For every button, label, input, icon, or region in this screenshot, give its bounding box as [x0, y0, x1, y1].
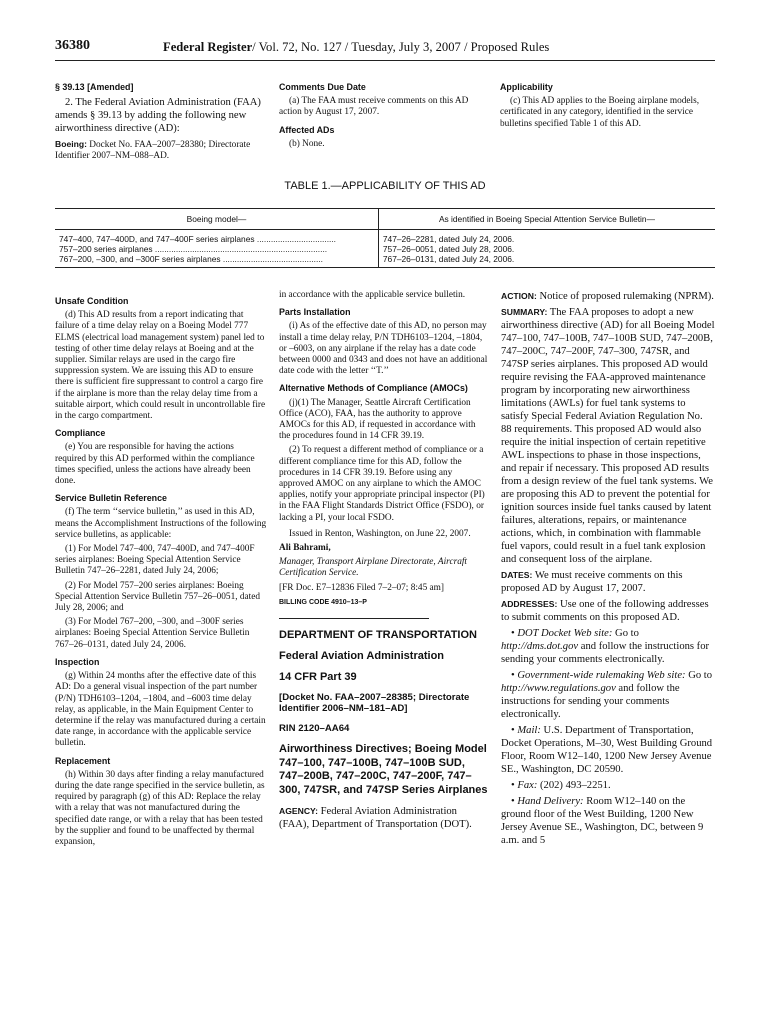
bullet-label: DOT Docket Web site: [517, 628, 613, 639]
compliance-text: (e) You are responsible for having the actions required by this AD performed within the compliance times specified, unless the actions have already been done. [55, 442, 255, 487]
rin-heading: RIN 2120–AA64 [279, 723, 350, 735]
cfr-heading: 14 CFR Part 39 [279, 671, 357, 684]
top-column-2 [279, 76, 479, 153]
docket-link[interactable]: http://dms.dot.gov [501, 641, 579, 652]
address-bullet: • Fax: (202) 493–2251. [511, 780, 611, 791]
bullet-text: Room W12–140 on the ground floor of the West Building, 1200 New Jersey Avenue SE., Washington, DC, between 9 a.m. and 5 [501, 796, 704, 846]
summary-label: SUMMARY: [501, 307, 548, 317]
top-column-3 [500, 76, 710, 133]
service-bulletin-item: (1) For Model 747–400, 747–400D, and 747–400F series airplanes: Boeing Special Attention Service Bulletin 747–26–2281, dated July 24, 2006; [55, 544, 255, 577]
address-bullet: • Government-wide rulemaking Web site: Go to http://www.regulations.gov and follow the instructions for sending your comments electronically. [501, 670, 713, 720]
compliance-heading: Compliance [55, 428, 106, 439]
docket-heading: [Docket No. FAA–2007–28385; Directorate Identifier 2006–NM–181–AD] [279, 692, 470, 715]
table-cell-model: 757–200 series airplanes .......................................................................... [55, 244, 378, 254]
comments-heading: Comments Due Date [279, 82, 366, 92]
header-title [163, 40, 549, 55]
bullet-label: Mail: [517, 725, 541, 736]
service-bulletin-item: (3) For Model 767–200, –300, and –300F series airplanes: Boeing Special Attention Service Bulletin 767–26–0131, dated July 24, 2006. [55, 617, 250, 650]
dates-label: DATES: [501, 570, 533, 580]
action-line [501, 290, 715, 303]
fr-doc: [FR Doc. E7–12836 Filed 7–2–07; 8:45 am] [279, 582, 445, 593]
addresses-line [501, 598, 715, 624]
table-title: TABLE 1.—APPLICABILITY OF THIS AD [284, 180, 486, 192]
replacement-continued: in accordance with the applicable service bulletin. [279, 290, 466, 300]
rule-title: Airworthiness Directives; Boeing Model 747–100, 747–100B, 747–100B SUD, 747–200B, 747–200C, 747–200F, 747–300, 747SR, and 747SP Series Airplanes [279, 743, 488, 796]
bullet-label: Government-wide rulemaking Web site: [517, 670, 686, 681]
action-text: Notice of proposed rulemaking (NPRM). [536, 291, 714, 302]
issue-info: / Vol. 72, No. 127 / Tuesday, July 3, 2007 / Proposed Rules [252, 40, 550, 54]
amend-heading: § 39.13 [Amended] [55, 82, 134, 92]
dates-text: We must receive comments on this proposed AD by August 17, 2007. [501, 570, 683, 594]
addresses-text: Use one of the following addresses to submit comments on this proposed AD. [501, 599, 709, 623]
amend-text: 2. The Federal Aviation Administration (FAA) amends § 39.13 by adding the following new airworthiness directive (AD): [55, 97, 261, 135]
address-bullet: • Mail: U.S. Department of Transportation, Docket Operations, M–30, West Building Ground Floor, Room W12–140, 1200 New Jersey Avenue SE., Washington, DC 20590. [501, 725, 713, 775]
bullet-text: Go to [612, 628, 639, 639]
replacement-text: (h) Within 30 days after finding a relay manufactured during the date range specified in the service bulletin, as required by paragraph (g) of this AD: Replace the relay with a relay that was not manufactured during the specified date range, or with a relay that has been tested by the supplier and found to be unaffected by thermal expansion, [55, 769, 265, 847]
unsafe-heading: Unsafe Condition [55, 296, 129, 306]
issued-line: Issued in Renton, Washington, on June 22, 2007. [289, 528, 471, 539]
affected-text: (b) None. [289, 138, 325, 149]
bullet-text: and follow the instructions for sending your comments electronically. [501, 641, 710, 665]
agency-line [279, 805, 489, 831]
table-cell-model: 747–400, 747–400D, and 747–400F series airplanes .................................. [55, 230, 378, 245]
department-heading: DEPARTMENT OF TRANSPORTATION [279, 629, 477, 642]
summary-paragraph [501, 306, 715, 566]
table-cell-bulletin: 767–26–0131, dated July 24, 2006. [378, 254, 715, 268]
table-row [55, 230, 715, 245]
boeing-label: Boeing: [55, 139, 87, 150]
parts-text: (i) As of the effective date of this AD, no person may install a time delay relay, P/N TDH6103–1204, –1804, or –6003, on any airplane if the relay has a date code between 0000 and 0343 and does not have an additional date code with the letter ‘‘T.’’ [279, 321, 488, 377]
comments-text: (a) The FAA must receive comments on this AD action by August 17, 2007. [279, 96, 469, 118]
service-bulletin-item: (2) For Model 757–200 series airplanes: Boeing Special Attention Service Bulletin 757–26–0051, dated July 28, 2006; and [55, 580, 261, 614]
dates-line [501, 569, 715, 595]
bullet-text: (202) 493–2251. [537, 780, 611, 791]
address-bullet: • DOT Docket Web site: Go to http://dms.dot.gov and follow the instructions for sending your comments electronically. [501, 628, 710, 665]
bullet-text: U.S. Department of Transportation, Docket Operations, M–30, West Building Ground Floor, Room W12–140, 1200 New Jersey Avenue SE., Washington, DC 20590. [501, 725, 713, 775]
applicability-heading: Applicability [500, 82, 553, 92]
page [55, 38, 715, 847]
body-column-1 [55, 290, 267, 851]
unsafe-text: (d) This AD results from a report indicating that failure of a time delay relay on a Boeing Model 777 ELMS (electrical load management system) panel led to testing of other time delay relays at Boeing and at the supplier. Similar relays are used in the cargo fire suppression system. We are issuing this AD to ensure there is sufficient fire suppressant to control a cargo fire if the airplane is more than the relay delay time from a suitable airport, which could result in uncontrollable fire in the cargo compartment. [55, 310, 266, 422]
parts-heading: Parts Installation [279, 307, 351, 318]
page-header [55, 38, 715, 61]
page-number: 36380 [55, 38, 90, 53]
table-cell-bulletin: 757–26–0051, dated July 28, 2006. [382, 244, 515, 254]
table-cell-bulletin: 747–26–2281, dated July 24, 2006. [382, 234, 515, 244]
table-col-header: As identified in Boeing Special Attention Service Bulletin— [378, 209, 715, 230]
agency-heading: Federal Aviation Administration [279, 650, 445, 663]
addresses-label: ADDRESSES: [501, 599, 558, 609]
boeing-docket [55, 139, 267, 162]
bullet-text: Go to [685, 670, 713, 681]
address-bullet: • Hand Delivery: Room W12–140 on the ground floor of the West Building, 1200 New Jersey Avenue SE., Washington, DC, between 9 a.m. and 5 [501, 796, 704, 846]
action-label: ACTION: [501, 291, 537, 301]
table-cell-model: 767–200, –300, and –300F series airplanes ........................................... [55, 254, 378, 268]
body-column-3 [501, 290, 715, 850]
service-bulletin-text: (f) The term ‘‘service bulletin,’’ as used in this AD, means the Accomplishment Instructions of the following service bulletins, as applicable: [55, 507, 267, 540]
top-column-1 [55, 76, 267, 166]
service-bulletin-heading: Service Bulletin Reference [55, 493, 167, 504]
boeing-text: Docket No. FAA–2007–28380; Directorate Identifier 2007–NM–088–AD. [55, 140, 251, 162]
applicability-text: (c) This AD applies to the Boeing airplane models, certificated in any category, identified in the service bulletins specified Table 1 of this AD. [500, 96, 700, 129]
amoc-text: (2) To request a different method of compliance or a different compliance time for this AD, follow the procedures in 14 CFR 39.19. Before using any approved AMOC on any airplane to which the AMOC applies, notify your appropriate principal inspector (PI) in the FAA Flight Standards District Office (FSDO), or lacking a PI, your local FSDO. [279, 445, 485, 523]
table-col-header: Boeing model— [55, 209, 378, 230]
table-header-row [55, 209, 715, 230]
bullet-label: Fax: [517, 780, 538, 791]
amoc-text: (j)(1) The Manager, Seattle Aircraft Certification Office (ACO), FAA, has the authority to approve AMOCs for this AD, if requested in accordance with the procedures found in 14 CFR 39.19. [279, 397, 476, 442]
signer-title: Manager, Transport Airplane Directorate, Aircraft Certification Service. [279, 557, 468, 579]
summary-text: The FAA proposes to adopt a new airworthiness directive (AD) for all Boeing Model 747–100, 747–100B, 747–100B SUD, 747–200B, 747–200C, 747–200F, 747–300, 747SR, and 747SP series airplanes. This proposed AD would require revising the FAA-approved maintenance program by incorporating new airworthiness limitations (AWLs) for fuel tank systems to satisfy Special Federal Aviation Regulation No. 88 requirements. This proposed AD would also require the initial inspection of certain repetitive AWL inspections to phase in those inspections, and repair if necessary. This proposed AD results from a design review of the fuel tank systems. We are proposing this AD to prevent the potential for ignition sources inside fuel tanks caused by latent failures, alterations, repairs, or maintenance actions, which, in combination with flammable fuel vapors, could result in a fuel tank explosion and consequent loss of the airplane. [501, 307, 715, 565]
bullet-text: and follow the instructions for sending your comments electronically. [501, 683, 680, 720]
inspection-text: (g) Within 24 months after the effective date of this AD: Do a general visual inspection of the part number (P/N) TDH6103–1204, –1804, and –6003 time delay relay, as applicable, in the Main Equipment Center to determine if the relay was manufactured during a certain date range, in accordance with the applicable service bulletin. [55, 671, 266, 749]
billing-code: BILLING CODE 4910–13–P [279, 598, 367, 606]
signer-name: Ali Bahrami, [279, 543, 331, 554]
amoc-heading: Alternative Methods of Compliance (AMOCs) [279, 383, 468, 394]
section-divider [279, 618, 429, 619]
bullet-label: Hand Delivery: [517, 796, 584, 807]
agency-label: AGENCY: [279, 806, 318, 817]
agency-text: Federal Aviation Administration (FAA), Department of Transportation (DOT). [279, 806, 472, 831]
affected-heading: Affected ADs [279, 124, 335, 135]
inspection-heading: Inspection [55, 656, 100, 667]
replacement-heading: Replacement [55, 755, 111, 766]
regulations-link[interactable]: http://www.regulations.gov [501, 683, 616, 694]
publication-name: Federal Register [163, 40, 253, 54]
body-column-2 [279, 290, 489, 834]
applicability-table [55, 208, 715, 268]
table-row [55, 254, 715, 268]
table-row [55, 244, 715, 254]
